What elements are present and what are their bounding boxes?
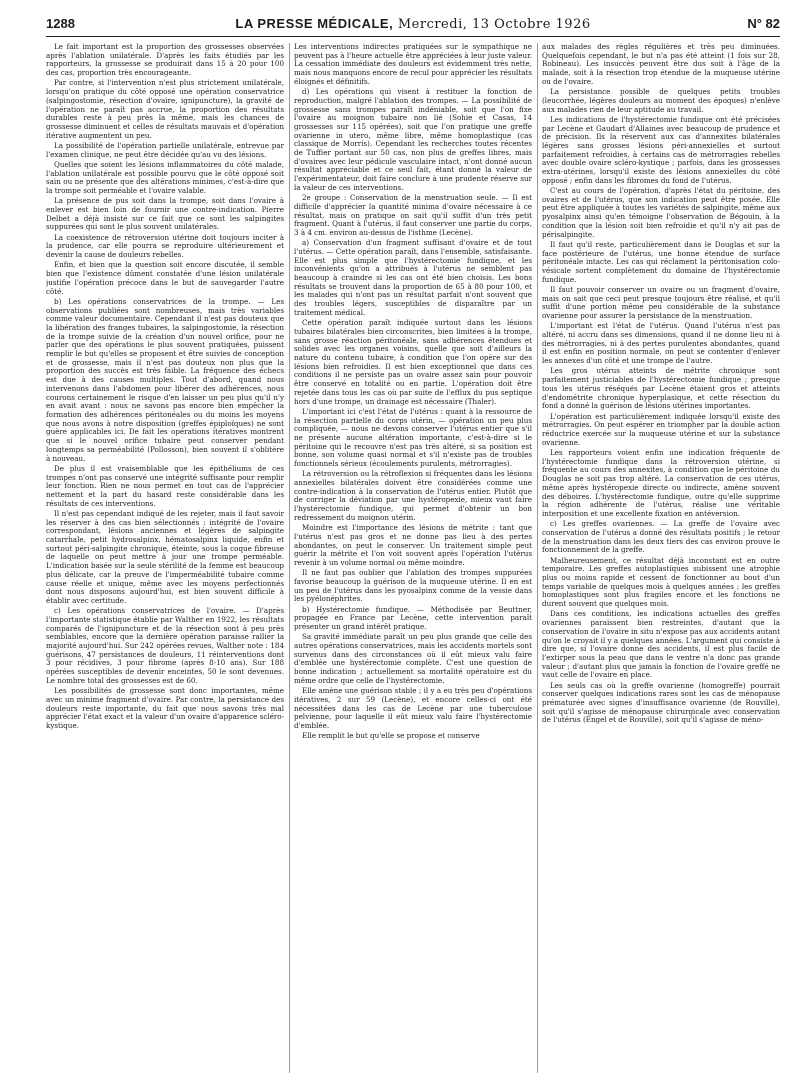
column-left xyxy=(46,43,284,1073)
paragraph: c) Les greffes ovariennes. — La greffe de l'ovaire avec conservation de l'utérus a donné des résultats positifs ; le retour de la menstruation dans les deux tiers des cas environ prouve le fonctionnement de la greffe. xyxy=(542,519,780,555)
paragraph: aux malades des règles régulières et très peu diminuées. Quelquefois cependant, le but n'a pas été atteint (1 fois sur 28, Robineau). Les insuccès peuvent être dus soit à l'âge de la malade, soit à la résection trop étendue de la muqueuse utérine ou de l'ovaire. xyxy=(542,43,780,86)
journal-line xyxy=(46,16,780,32)
article-columns xyxy=(46,43,780,1073)
paragraph: Les indications de l'hystérectomie fundique ont été précisées par Lecène et Gaudart d'Allaines avec beaucoup de prudence et de précision. Ils la réservent aux cas d'annexites bilatérales légères sans grosses lésions péri-annexielles et surtout parfaitement refroidies, à certains cas de métrorragies rebelles avec double ovaire scléro-kystique ; parfois, dans les grossesses extra-utérines, lorsqu'il existe des lésions annexielles du côté opposé ; enfin dans les fibromes du fond de l'utérus. xyxy=(542,114,780,185)
column-rule xyxy=(537,43,538,1073)
paragraph: Le fait important est la proportion des grossesses observées après l'ablation unilatérale. D'après les faits étudiés par les rapporteurs, la grossesse se produirait dans 15 à 20 pour 100 des cas, proportion très encourageante. xyxy=(46,43,284,78)
paragraph: a) Conservation d'un fragment suffisant d'ovaire et de tout l'utérus. — Cette opération paraît, dans l'ensemble, satisfaisante. Elle est plus simple que l'hystérectomie fundique, et les inconvénients qu'on a attribués à l'utérus ne semblent pas beaucoup à craindre si les cas ont été bien choisis. Les bons résultats se trouvent dans la proportion de 65 à 80 pour 100, et les malades qui n'ont pas un résultat parfait n'ont souvent que des troubles légers, susceptibles de disparaître par un traitement médical. xyxy=(294,238,532,317)
paragraph: Par contre, si l'intervention n'est plus strictement unilatérale, lorsqu'on pratique du côté opposé une opération conservatrice (salpingostomie, résection d'ovaire, ignipuncture), la gravité de l'opération ne paraît pas accrue, la proportion des résultats durables reste à peu près la même, mais les chances de grossesse diminuent et celles de résultats mauvais et d'opération itérative augmentent un peu. xyxy=(46,78,284,140)
paragraph: Il faut pouvoir conserver un ovaire ou un fragment d'ovaire, mais on sait que ceci peut presque toujours être réalisé, et qu'il suffit d'une portion même peu considérable de la substance ovarienne pour assurer la persistance de la menstruation. xyxy=(542,284,780,321)
paragraph: Elle amène une guérison stable ; il y a eu très peu d'opérations itératives, 2 sur 59 (Lecène), et encore celles-ci ont été nécessitées dans les cas de Lecène par une tuberculose pelvienne, pour laquelle il eût mieux valu faire l'hystérectomie d'emblée. xyxy=(294,686,532,730)
paragraph: Quelles que soient les lésions inflammatoires du côté malade, l'ablation unilatérale est possible pourvu que le côté opposé soit sain ou ne présente que des altérations minimes, c'est-à-dire que la trompe soit perméable et l'ovaire valable. xyxy=(46,159,284,196)
paragraph: Les rapporteurs voient enfin une indication fréquente de l'hystérectomie fundique dans la rétroversion utérine, si fréquente au cours des annexites, à condition que le péritoine du Douglas ne soit pas trop altéré. La conservation de ces utérus, même après hystéropexie directe ou indirecte, amène souvent des déboires. L'hystérectomie fundique, outre qu'elle supprime la région adhérente de l'utérus, réalise une véritable interposition et une excellente fixation en antéversion. xyxy=(542,447,780,518)
paragraph: Il n'est pas cependant indiqué de les rejeter, mais il faut savoir les réserver à des cas bien sélectionnés : intégrité de l'ovaire correspondant, lésions anciennes et légères de salpingite catarrhale, petit hydrosalpinx, hématosalpinx liquide, enfin et surtout péri-salpingite chronique, éteinte, sous la coque fibreuse de laquelle on peut mettre à jour une trompe perméable. L'indication basée sur la seule stérilité de la femme est beaucoup plus délicate, car la preuve de l'imperméabilité tubaire comme cause réelle et unique, même avec les moyens perfectionnés dont nous disposons aujourd'hui, est bien souvent difficile à établir avec certitude. xyxy=(46,508,284,605)
paragraph: Les seuls cas où la greffe ovarienne (homogreffe) pourrait conserver quelques indications rares sont les cas de ménopause prématurée avec signes d'insuffisance ovarienne (de Rouville), soit qu'il s'agisse de ménopause chirurgicale avec conservation de l'utérus (Engel et de Rouville), soit qu'il s'agisse de méno- xyxy=(542,680,780,725)
column-middle xyxy=(294,43,532,1073)
issue-date: Mercredi, 13 Octobre 1926 xyxy=(397,17,591,32)
paragraph: Cette opération paraît indiquée surtout dans les lésions tubaires bilatérales bien circonscrites, bien limitées à la trompe, sans grosse réaction péritonéale, sans adhérences étendues et solides avec les organes voisins, quelle que soit d'ailleurs la nature du contenu tubaire, à condition que l'on opère sur des lésions bien refroidies. Il est bien exceptionnel que dans ces conditions il ne persiste pas un ovaire assez sain pour pouvoir être conservé en totalité ou en partie. L'opération doit être rejetée dans tous les cas où par suite de l'efflux du pus septique hors d'une trompe, un drainage est nécessaire (Thaler). xyxy=(294,318,532,406)
paragraph: b) Hystérectomie fundique. — Méthodisée par Beuttner, propagée en France par Lecène, cette intervention paraît présenter un grand intérêt pratique. xyxy=(294,604,532,632)
paragraph: La rétroversion ou la rétroflexion si fréquentes dans les lésions annexielles bilatérales doivent être considérées comme une contre-indication à la conservation de l'utérus entier. Plutôt que de corriger la déviation par une hystéropexie, mieux vaut faire l'hystérectomie fundique, qui permet d'obtenir un bon redressement du moignon utérin. xyxy=(294,469,532,522)
page-header xyxy=(46,14,780,37)
paragraph: Les interventions indirectes pratiquées sur le sympathique ne peuvent pas à l'heure actuelle être appréciées à leur juste valeur. La cessation immédiate des douleurs est évidemment très nette, mais nous manquons encore de recul pour apprécier les résultats éloignés et définitifs. xyxy=(294,43,532,86)
paragraph: Il ne faut pas oublier que l'ablation des trompes suppurées favorise beaucoup la guérison de la muqueuse utérine. Il en est un peu de l'utérus dans les pyosalpinx comme de la vessie dans les pyélonéphrites. xyxy=(294,568,532,604)
paragraph: La persistance possible de quelques petits troubles (leucorrhée, légères douleurs au moment des époques) n'enlève aux malades rien de leur aptitude au travail. xyxy=(542,87,780,114)
paragraph: Malheureusement, ce résultat déjà inconstant est en outre temporaire. Les greffes autoplastiques subissent une atrophie plus ou moins rapide et cessent de fonctionner au bout d'un temps variable de quelques mois à quelques années ; les greffes homoplastiques sont plus fragiles encore et les fonctions ne durent souvent que quelques mois. xyxy=(542,555,780,609)
paragraph: C'est au cours de l'opération, d'après l'état du péritoine, des ovaires et de l'utérus, que son indication peut être posée. Elle peut être appliquée à toutes les variétés de salpingite, même aux pyosalpinx ainsi qu'en témoigne l'observation de Bégouin, à la condition que la lésion soit bien refroidie et qu'il n'y ait pas de périsalpingite. xyxy=(542,186,780,239)
journal-title: LA PRESSE MÉDICALE, xyxy=(235,16,394,31)
paragraph: Les possibilités de grossesse sont donc importantes, même avec un minime fragment d'ovaire. Par contre, la persistance des douleurs reste importante, du fait que nous savons très mal apprécier l'état exact et la valeur d'un ovaire d'apparence scléro-kystique. xyxy=(46,686,284,730)
paragraph: L'important ici c'est l'état de l'utérus : quant à la ressource de la résection partielle du corps utérin, — opération un peu plus compliquée, — nous ne devons conserver l'utérus entier que s'il ne présente aucune altération importante, c'est-à-dire si le péritoine qui le recouvre n'est pas très altéré, si sa position est bonne, son volume quasi normal et s'il n'existe pas de troubles fonctionnels sérieux (écoulements purulents, métrorragies). xyxy=(294,406,532,469)
paragraph: La coexistence de rétroversion utérine doit toujours inciter à la prudence, car elle pourra se reproduire ultérieurement et devenir la cause de douleurs rebelles. xyxy=(46,232,284,260)
paragraph: L'opération est particulièrement indiquée lorsqu'il existe des métrorragies. On peut espérer en triompher par la double action réductrice exercée sur la muqueuse utérine et sur la substance ovarienne. xyxy=(542,411,780,447)
paragraph: b) Les opérations conservatrices de la trompe. — Les observations publiées sont nombreuses, mais très variables comme valeur documentaire. Cependant il n'est pas douteux que la libération des franges tubaires, la salpingostomie, la résection de la trompe suivie de la création d'un nouvel orifice, pour ne parler que des opérations le plus souvent pratiquées, puissent remplir le but qu'elles se proposent et être suivies de conception et de grossesse, mais il n'est pas douteux non plus que la proportion des succès est très faible. La fréquence des échecs est due à des causes multiples. Tout d'abord, quand nous intervenons dans l'abdomen pour libérer des adhérences, nous courons certainement le risque d'en laisser un peu plus qu'il n'y en avait avant : nous ne savons pas encore bien empêcher la formation des adhérences péritonéales ou du moins les moyens que nous avons à notre disposition (greffes épiploïques) ne sont guère applicables ici. De fait les opérations itératives montrent que si le nouvel orifice tubaire peut conserver pendant longtemps sa perméabilité (Pollosson), bien souvent il s'oblitère à nouveau. xyxy=(46,296,284,463)
paragraph: 2e groupe : Conservation de la menstruation seule. — Il est difficile d'apprécier la quantité minima d'ovaire nécessaire à ce résultat, mais on pratique on sait qu'il suffit d'un très petit fragment. Quant à l'utérus, il faut conserver une partie du corps, 3 à 4 cm. environ au-dessus de l'isthme (Lecène). xyxy=(294,193,532,237)
paragraph: Enfin, et bien que la question soit encore discutée, il semble bien que l'existence dûment constatée d'une lésion unilatérale justifie l'opération précoce dans le but de sauvegarder l'autre côté. xyxy=(46,260,284,296)
paragraph: De plus il est vraisemblable que les épithéliums de ces trompes n'ont pas conservé une intégrité suffisante pour remplir leur fonction. Rien ne nous permet en tout cas de l'apprécier nettement et la part du hasard reste considérable dans les résultats de ces interventions. xyxy=(46,463,284,508)
paragraph: Sa gravité immédiate paraît un peu plus grande que celle des autres opérations conservatrices, mais les accidents mortels sont survenus dans des circonstances où il eût mieux valu faire d'emblée une hystérectomie complète. C'est une question de bonne indication ; actuellement sa mortalité opératoire est du même ordre que celle de l'hystérectomie. xyxy=(294,632,532,685)
paragraph: d) Les opérations qui visent à restituer la fonction de reproduction, malgré l'ablation des trompes. — La possibilité de grossesse sans trompes paraît indéniable, soit que l'on fixe l'ovaire au moignon tubaire non lié (Sohie et Casas, 14 grossesses sur 115 opérées), soit que l'on pratique une greffe ovarienne in utero, même libre, même homoplastique (cas classique de Morris). Cependant les recherches toutes récentes de Tuffier portant sur 50 cas, non plus de greffes libres, mais d'ovaires avec leur pédicule vasculaire intact, n'ont donné aucun résultat appréciable et ce seul fait, étant donné la valeur de l'expérimentateur, doit faire conclure à une prudente réserve sur la valeur de ces interventions. xyxy=(294,87,532,192)
column-right xyxy=(542,43,780,1073)
paragraph: Les gros utérus atteints de métrite chronique sont parfaitement justiciables de l'hystérectomie fundique ; presque tous les utérus réséqués par Lecène étaient gros et atteints d'endométrite chronique hyperplasique, et cette résection du fond a donné la guérison de lésions utérines importantes. xyxy=(542,366,780,411)
paragraph: c) Les opérations conservatrices de l'ovaire. — D'après l'importante statistique établie par Walther en 1922, les résultats comparés de l'ignipuncture et de la résection sont à peu près semblables, encore que la dernière opération paraisse rallier la majorité aujourd'hui. Sur 242 opérées revues, Walther note : 184 guérisons, 47 persistances de douleurs, 11 réinterventions dont 3 pour récidives, 3 pour fibrome (après 8-10 ans). Sur 188 opérées susceptibles de devenir enceintes, 50 le sont devenues. Le nombre total des grossesses est de 60. xyxy=(46,606,284,685)
paragraph: La possibilité de l'opération partielle unilatérale, entrevue par l'examen clinique, ne peut être décidée qu'au vu des lésions. xyxy=(46,140,284,159)
paragraph: Moindre est l'importance des lésions de métrite : tant que l'utérus n'est pas gros et ne donne pas lieu à des pertes abondantes, on peut le conserver. Un traitement simple peut guérir la métrite et l'on voit souvent après l'opération l'utérus revenir à un volume normal ou même moindre. xyxy=(294,523,532,567)
paragraph: La présence de pus soit dans la trompe, soit dans l'ovaire à enlever est bien loin de fournir une contre-indication. Pierre Delbet a déjà insisté sur ce fait que ce sont les salpingites suppurées qui sont le plus souvent unilatérales. xyxy=(46,196,284,232)
paragraph: Dans ces conditions, les indications actuelles des greffes ovariennes paraissent bien restreintes, d'autant que la conservation de l'ovaire in situ n'expose pas aux accidents autant qu'on le croyait il y a quelques années. L'argument qui consiste à dire que, si l'ovaire donne des accidents, il est plus facile de l'extirper sous la peau que dans le ventre n'a donc pas grande valeur ; d'autant plus que jamais la fonction de l'ovaire greffé ne vaut celle de l'ovaire en place. xyxy=(542,609,780,680)
paragraph: L'important est l'état de l'utérus. Quand l'utérus n'est pas altéré, ni accru dans ses dimensions, quand il ne donne lieu ni à des métrorragies, ni à des pertes purulentes abondantes, quand il est enfin en position normale, on peut se contenter d'enlever les annexes d'un côté et une trompe de l'autre. xyxy=(542,321,780,366)
paragraph: Il faut qu'il reste, particulièrement dans le Douglas et sur la face postérieure de l'utérus, une bonne étendue de surface péritonéale intacte. Les cas qui réclament la péritonisation colo-vésicale sortent complètement du domaine de l'hystérectomie fundique. xyxy=(542,239,780,284)
page-number: 1288 xyxy=(46,16,75,31)
issue-number: N° 82 xyxy=(747,16,780,31)
column-rule xyxy=(289,43,290,1073)
paragraph: Elle remplit le but qu'elle se propose et conserve xyxy=(302,731,480,741)
